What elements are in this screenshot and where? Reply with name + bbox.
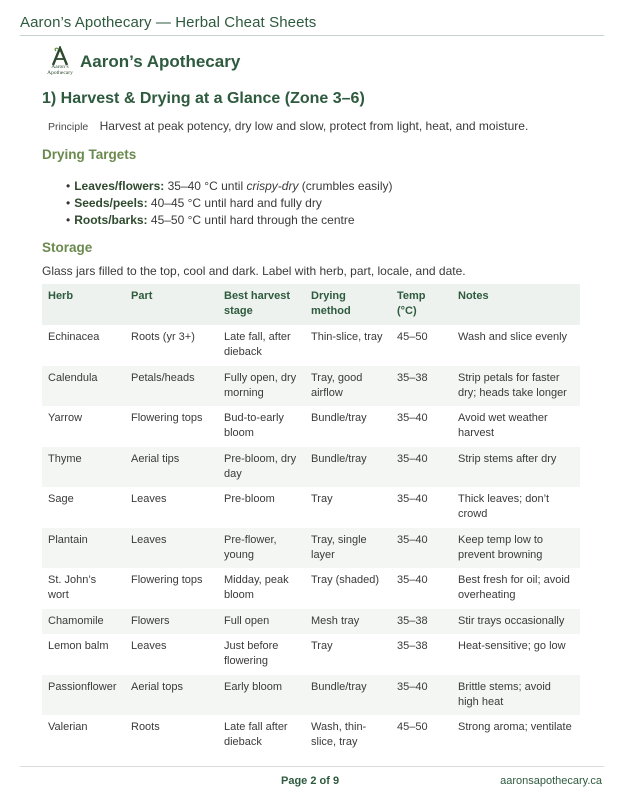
brand-name: Aaron’s Apothecary <box>80 52 241 71</box>
table-cell: 35–40 <box>397 493 428 505</box>
list-item-text: (crumbles easily) <box>298 179 393 193</box>
table-cell: Wash and slice evenly <box>458 331 568 343</box>
table-cell: Aerial tops <box>125 675 218 716</box>
table-cell: Thick leaves; don’t crowd <box>458 493 550 520</box>
table-cell: 35–38 <box>391 366 452 407</box>
principle-label: Principle <box>48 121 89 133</box>
table-cell: 35–40 <box>397 412 428 424</box>
table-cell: 35–40 <box>391 675 452 716</box>
table-cell: Brittle stems; avoid high heat <box>452 675 580 716</box>
table-cell: Wash, thin-slice, tray <box>311 721 367 748</box>
table-cell: Strip petals for faster dry; heads take longer <box>452 366 580 407</box>
section-title: 1) Harvest & Drying at a Glance (Zone 3–6) <box>42 90 365 107</box>
table-row <box>42 366 580 407</box>
document-title: Aaron’s Apothecary — Herbal Cheat Sheets <box>20 14 317 31</box>
table-row <box>42 447 580 488</box>
table-cell: Avoid wet weather harvest <box>458 412 548 439</box>
table-cell: Pre-flower, young <box>218 528 305 569</box>
table-cell: Petals/heads <box>125 366 218 407</box>
table-cell: Chamomile <box>42 609 125 635</box>
table-cell: Keep temp low to prevent browning <box>452 528 580 569</box>
table-cell: Bundle/tray <box>305 675 391 716</box>
list-item-text: Roots/barks: <box>74 213 148 227</box>
col-harvest-stage: Best harvest stage <box>218 284 305 325</box>
table-cell: Roots <box>131 721 160 733</box>
list-item <box>66 212 393 229</box>
table-cell: Lemon balm <box>48 640 109 652</box>
website-link[interactable]: aaronsapothecary.ca <box>500 775 602 787</box>
mortar-a-icon <box>50 46 70 66</box>
table-cell: Pre-bloom <box>224 493 275 505</box>
table-cell: Plantain <box>42 528 125 569</box>
table-cell: Flowering tops <box>131 412 203 424</box>
table-row <box>42 325 580 366</box>
table-cell: Stir trays occasionally <box>452 609 580 635</box>
page-number: Page 2 of 9 <box>281 775 340 787</box>
table-cell: Just before flowering <box>224 640 279 667</box>
table-cell: Flowers <box>125 609 218 635</box>
principle <box>48 119 528 133</box>
table-cell: 45–50 <box>397 721 428 733</box>
table-row <box>42 528 580 569</box>
table-cell: Mesh tray <box>305 609 391 635</box>
document-header <box>20 14 604 36</box>
table-cell: 35–40 <box>391 528 452 569</box>
table-cell: Leaves <box>131 640 167 652</box>
table-cell: 35–40 <box>397 574 428 586</box>
table-cell: 35–40 <box>391 447 452 488</box>
list-item-text: 45–50 °C until hard through the centre <box>150 213 355 227</box>
table-cell: Leaves <box>131 493 167 505</box>
table-cell: Tray, good airflow <box>305 366 391 407</box>
brand <box>46 46 240 78</box>
col-herb: Herb <box>42 284 125 325</box>
table-cell: 35–38 <box>397 640 428 652</box>
table-cell: Leaves <box>125 528 218 569</box>
table-cell: Heat-sensitive; go low <box>458 640 566 652</box>
table-cell: Pre-bloom, dry day <box>218 447 305 488</box>
table-cell: Late fall after dieback <box>224 721 288 748</box>
col-temp: Temp (°C) <box>391 284 452 325</box>
table-cell: Bud-to-early bloom <box>224 412 284 439</box>
logo-line-2: Apothecary <box>47 69 73 76</box>
table-cell: Best fresh for oil; avoid overheating <box>458 574 570 601</box>
table-cell: 45–50 <box>397 331 428 343</box>
list-item-text: crispy-dry <box>246 179 299 193</box>
table-cell: Tray (shaded) <box>311 574 380 586</box>
table-cell: Strip stems after dry <box>452 447 580 488</box>
list-item-text: Seeds/peels: <box>74 196 148 210</box>
harvest-table <box>42 284 580 756</box>
list-item-text: 35–40 °C until <box>167 179 247 193</box>
table-cell: Late fall, after dieback <box>224 331 291 358</box>
table-cell: Early bloom <box>218 675 305 716</box>
table-cell: Roots (yr 3+) <box>131 331 195 343</box>
storage-heading: Storage <box>42 240 93 255</box>
table-row <box>42 609 580 635</box>
col-drying-method: Drying method <box>305 284 391 325</box>
table-cell: Tray <box>311 493 333 505</box>
table-cell: Calendula <box>42 366 125 407</box>
table-row <box>42 634 580 675</box>
table-row <box>42 675 580 716</box>
table-cell: Full open <box>218 609 305 635</box>
list-item-text: 40–45 °C until hard and fully dry <box>150 196 322 210</box>
table-cell: Bundle/tray <box>305 447 391 488</box>
table-cell: Aerial tips <box>125 447 218 488</box>
table-row <box>42 568 580 609</box>
brand-logo <box>46 46 74 78</box>
table-cell: Fully open, dry morning <box>218 366 305 407</box>
table-cell: St. John’s wort <box>48 574 97 601</box>
table-cell: Valerian <box>48 721 88 733</box>
footer-divider <box>20 766 604 767</box>
list-item-text: Leaves/flowers: <box>74 179 165 193</box>
table-cell: Tray <box>311 640 333 652</box>
table-cell: Passionflower <box>42 675 125 716</box>
drying-targets-heading: Drying Targets <box>42 147 137 162</box>
table-cell: Tray, single layer <box>305 528 391 569</box>
col-part: Part <box>125 284 218 325</box>
table-cell: Midday, peak bloom <box>224 574 289 601</box>
table-header-row <box>42 284 580 325</box>
table-row <box>42 487 580 528</box>
principle-text: Harvest at peak potency, dry low and slow, protect from light, heat, and moisture. <box>99 119 529 133</box>
col-notes: Notes <box>452 284 580 325</box>
table-cell: Thin-slice, tray <box>311 331 383 343</box>
list-item <box>66 195 393 212</box>
table-row <box>42 715 580 756</box>
list-item <box>66 178 393 195</box>
table-cell: Bundle/tray <box>311 412 367 424</box>
storage-text: Glass jars filled to the top, cool and dark. Label with herb, part, locale, and date. <box>42 264 466 278</box>
table-cell: 35–38 <box>391 609 452 635</box>
table-cell: Echinacea <box>48 331 100 343</box>
table-cell: Thyme <box>42 447 125 488</box>
logo-line-1: Aaron’s <box>51 64 69 70</box>
drying-targets-list <box>66 178 393 229</box>
table-cell: Strong aroma; ventilate <box>458 721 572 733</box>
table-cell: Flowering tops <box>131 574 203 586</box>
table-row <box>42 406 580 447</box>
table-cell: Sage <box>48 493 74 505</box>
table-cell: Yarrow <box>48 412 83 424</box>
